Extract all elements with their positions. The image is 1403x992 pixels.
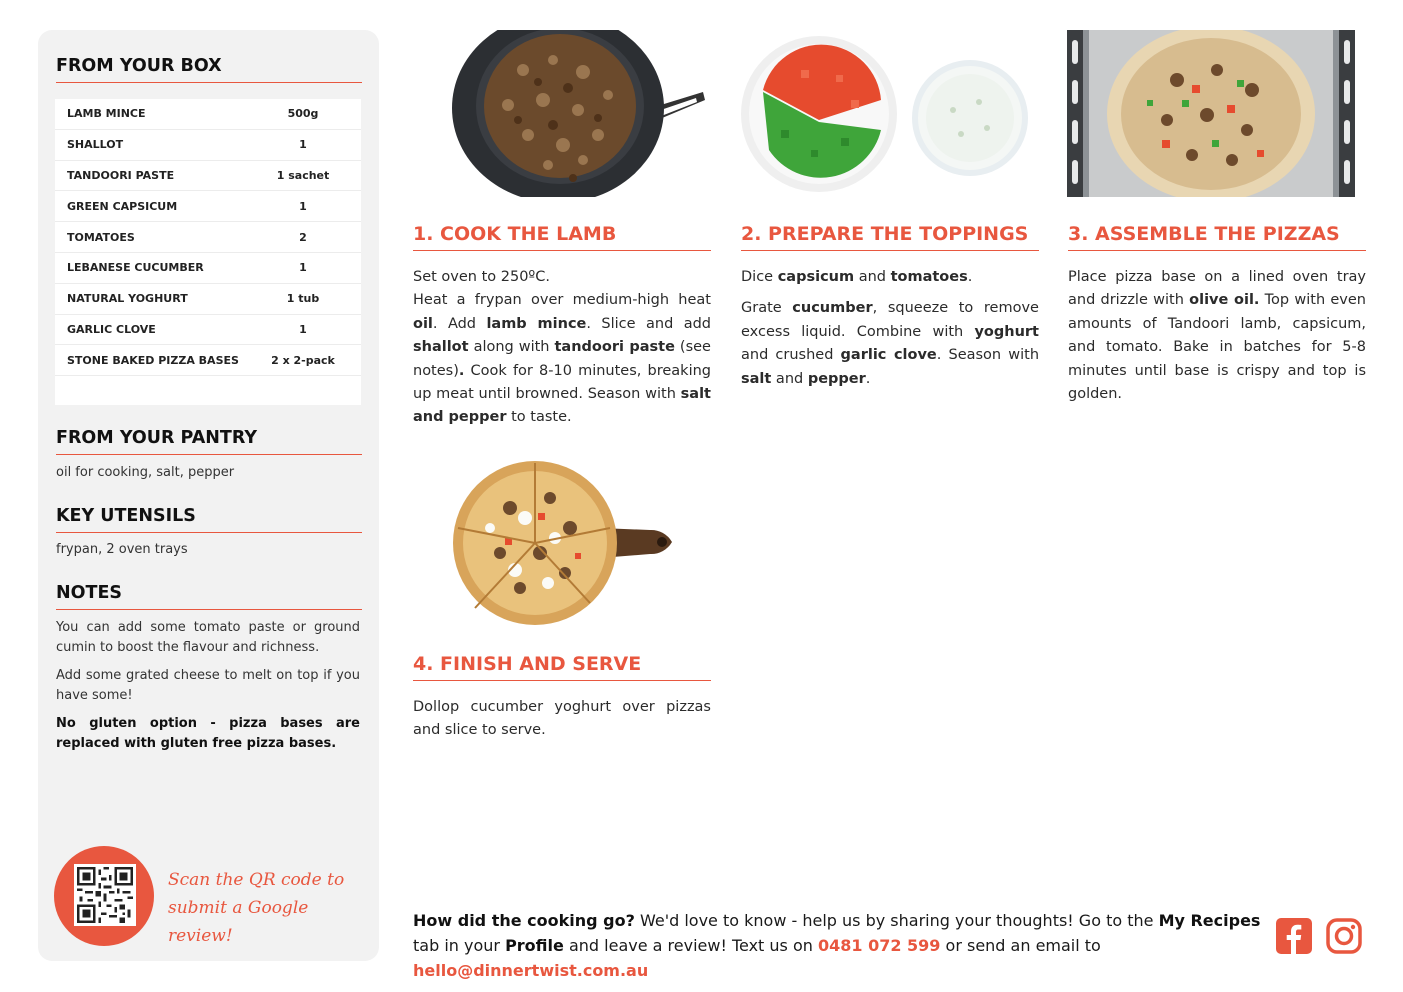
step-text-segment: . Add: [432, 315, 487, 332]
ingredient-name: NATURAL YOGHURT: [67, 292, 188, 306]
ingredient-qty: 2 x 2-pack: [271, 353, 335, 367]
step-text-segment: and: [771, 370, 808, 387]
ingredient-row: [55, 222, 361, 253]
ingredient-name: LAMB MINCE: [67, 107, 146, 121]
finished-pizza-photo: [450, 458, 680, 628]
ingredient-highlight: tomatoes: [890, 269, 968, 285]
ingredient-highlight: tandoori paste: [554, 339, 675, 356]
qr-review-caption: [168, 866, 368, 950]
email-link[interactable]: hello@dinnertwist.com.au: [413, 961, 649, 980]
step-text-segment: Top with even amounts of Tandoori lamb, capsicum, and tomato. Bake in batches for 5-8 minutes until base is crispy and top is golden.: [1068, 292, 1366, 403]
footer-text: We'd love to know - help us by sharing your thoughts! Go to the: [634, 911, 1159, 930]
cook-lamb-photo: [413, 30, 711, 197]
footer-text: or send an email to: [940, 936, 1101, 955]
step-text-segment: Place pizza base on a lined oven tray and drizzle with: [1068, 269, 1366, 309]
qr-caption-line: Scan the QR code to: [168, 870, 345, 890]
ingredient-highlight: cucumber: [792, 300, 873, 317]
ingredient-qty: 2: [299, 230, 307, 244]
ingredient-name: TANDOORI PASTE: [67, 168, 175, 182]
ingredient-highlight: salt and pepper: [413, 386, 711, 426]
step-3-text: [1068, 266, 1366, 406]
step-text-segment: . Slice and add: [586, 315, 712, 332]
from-your-pantry-heading: FROM YOUR PANTRY: [56, 428, 362, 455]
ingredient-qty: 1 tub: [286, 292, 320, 306]
step-paragraph: [741, 297, 1039, 391]
ingredient-qty: 1: [299, 322, 307, 336]
gluten-free-note: No gluten option - pizza bases are replaced with gluten free pizza bases.: [56, 716, 360, 751]
note-paragraph: Add some grated cheese to melt on top if you have some!: [56, 668, 360, 703]
my-recipes-label: My Recipes: [1158, 911, 1261, 930]
step-text-segment: (see notes): [413, 339, 711, 379]
utensils-text: frypan, 2 oven trays: [56, 542, 188, 557]
ingredient-qty: 1: [299, 261, 307, 275]
step-text-segment: Dollop cucumber yoghurt over pizzas and slice to serve.: [413, 699, 711, 739]
step-4-heading: 4. FINISH AND SERVE: [413, 653, 711, 681]
ingredient-row: [55, 99, 361, 130]
ingredient-name: LEBANESE CUCUMBER: [67, 261, 204, 275]
ingredient-highlight: salt: [741, 370, 772, 387]
toppings-photo: [741, 30, 1039, 197]
qr-code-icon[interactable]: [74, 864, 136, 926]
step-1-heading: 1. COOK THE LAMB: [413, 223, 711, 251]
pantry-text: oil for cooking, salt, pepper: [56, 465, 235, 480]
step-1-text: [413, 266, 711, 430]
ingredient-qty: 1: [299, 138, 307, 152]
ingredient-row: [55, 284, 361, 315]
ingredient-row: [55, 315, 361, 346]
ingredient-highlight: capsicum: [777, 269, 855, 285]
step-2-text: [741, 266, 1039, 399]
step-text-segment: and crushed: [741, 347, 841, 364]
step-text-segment: .: [865, 370, 871, 387]
ingredient-qty: 1 sachet: [276, 168, 330, 182]
footer-question: How did the cooking go?: [413, 911, 635, 930]
ingredient-row: [55, 345, 361, 376]
phone-link[interactable]: 0481 072 599: [817, 936, 941, 955]
step-text-segment: to taste.: [506, 409, 572, 426]
ingredient-highlight: oil: [413, 315, 433, 332]
step-text-segment: Heat a frypan over medium-high heat: [413, 292, 711, 309]
ingredient-name: GARLIC CLOVE: [67, 322, 156, 336]
feedback-footer: [413, 908, 1263, 983]
key-utensils-heading: KEY UTENSILS: [56, 506, 362, 533]
step-text-segment: . Season with: [936, 347, 1040, 364]
ingredient-name: STONE BAKED PIZZA BASES: [67, 353, 239, 367]
step-text-segment: along with: [468, 339, 555, 356]
step-text-segment: Dice: [741, 269, 778, 285]
instagram-icon[interactable]: [1326, 918, 1362, 954]
ingredient-row: [55, 130, 361, 161]
step-text-segment: .: [967, 269, 973, 285]
qr-badge[interactable]: [54, 846, 154, 946]
ingredient-row: [55, 253, 361, 284]
box-ingredients-table: [55, 99, 361, 405]
qr-caption-line: submit a Google review!: [168, 898, 309, 946]
step-paragraph: [741, 266, 1039, 289]
from-your-box-heading: FROM YOUR BOX: [56, 56, 362, 83]
notes-heading: NOTES: [56, 583, 362, 610]
step-3-heading: 3. ASSEMBLE THE PIZZAS: [1068, 223, 1366, 251]
ingredient-highlight: shallot: [413, 339, 469, 356]
profile-label: Profile: [505, 936, 564, 955]
ingredient-highlight: .: [458, 362, 465, 379]
note-paragraph: You can add some tomato paste or ground cumin to boost the flavour and richness.: [56, 620, 360, 655]
ingredient-highlight: pepper: [807, 370, 866, 387]
assembled-pizza-photo: [1067, 30, 1355, 197]
step-text-segment: Set oven to 250ºC.: [413, 269, 550, 285]
ingredient-qty: 500g: [287, 107, 319, 121]
step-text-segment: Cook for 8-10 minutes, breaking up meat until browned. Season with: [413, 362, 711, 403]
notes-body: [56, 618, 360, 762]
facebook-icon[interactable]: [1276, 918, 1312, 954]
ingredient-row: [55, 191, 361, 222]
ingredient-row: [55, 161, 361, 192]
ingredient-name: TOMATOES: [67, 230, 135, 244]
ingredient-highlight: olive oil.: [1189, 292, 1260, 309]
step-text-segment: , squeeze to remove excess liquid. Combine with: [741, 300, 1039, 340]
ingredient-name: SHALLOT: [67, 138, 124, 152]
step-text-segment: and: [854, 269, 891, 285]
step-2-heading: 2. PREPARE THE TOPPINGS: [741, 223, 1039, 251]
ingredient-highlight: garlic clove: [840, 347, 937, 364]
ingredient-highlight: yoghurt: [974, 323, 1039, 340]
step-4-text: [413, 696, 711, 743]
ingredient-highlight: lamb mince: [486, 315, 587, 332]
footer-text: and leave a review! Text us on: [563, 936, 818, 955]
ingredient-qty: 1: [299, 199, 307, 213]
ingredients-panel: [38, 30, 379, 961]
step-text-segment: Grate: [741, 300, 793, 317]
footer-text: tab in your: [413, 936, 506, 955]
ingredient-name: GREEN CAPSICUM: [67, 199, 178, 213]
